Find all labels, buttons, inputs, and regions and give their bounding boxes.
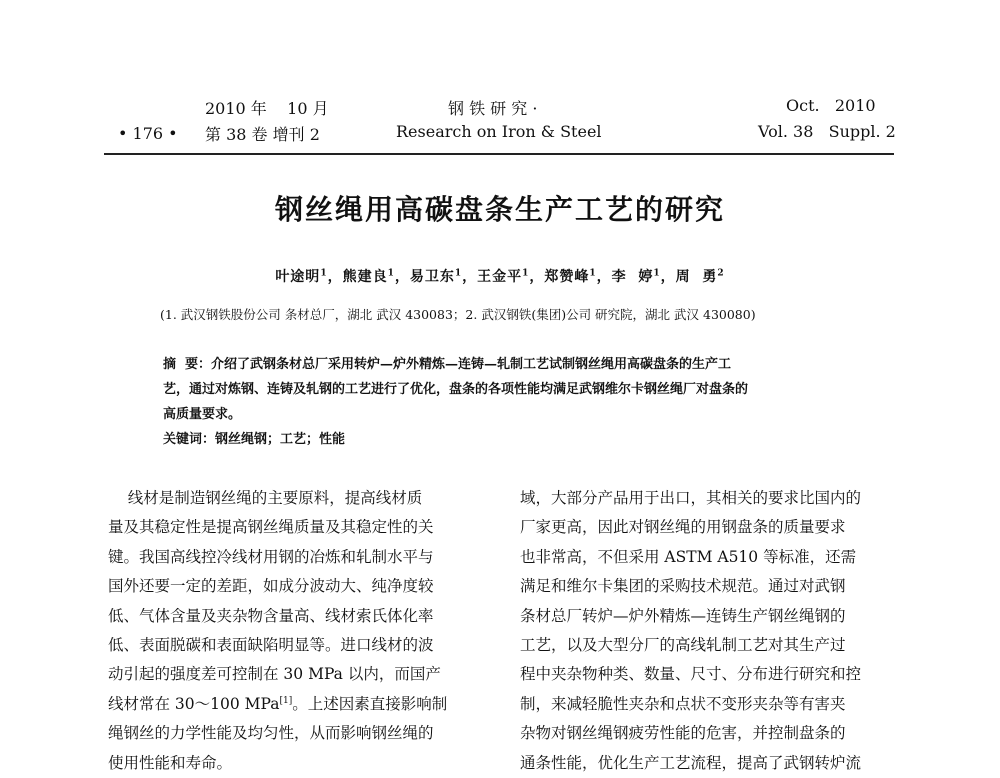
citation-ref[interactable]: [1] (279, 695, 293, 706)
author-list: 叶途明$^1$，熊建良$^1$，易卫东$^1$，王金平$^1$，郑赞峰$^1$，李 婷$^1$，周 勇$^2$ (275, 268, 725, 285)
issue-date-en: Oct. 2010 (786, 96, 876, 115)
journal-title-en: Research on Iron & Steel (396, 122, 602, 141)
author: 王金平$^1$ (477, 268, 530, 285)
author: 郑赞峰$^1$ (544, 268, 597, 285)
body-column-right (520, 484, 900, 778)
affiliations: (1. 武汉钢铁股份公司 条材总厂，湖北 武汉 430083；2. 武汉钢铁(集团)公司 研究院，湖北 武汉 430080) (160, 307, 756, 322)
body-line: 制，来减轻脆性夹杂和点状不变形夹杂等有害夹 (520, 694, 846, 713)
header-rule (104, 153, 894, 155)
body-line: 厂家更高，因此对钢丝绳的用钢盘条的质量要求 (520, 518, 846, 537)
author: 周 勇$^2$ (675, 268, 725, 285)
body-line: 键。我国高线控冷线材用钢的冶炼和轧制水平与 (108, 547, 434, 566)
body-line: 域，大部分产品用于出口，其相关的要求比国内的 (520, 489, 862, 507)
abstract (163, 352, 853, 452)
body-line: 线材是制造钢丝绳的主要原料，提高线材质 (108, 489, 423, 507)
body-line: 满足和维尔卡集团的采购技术规范。通过对武钢 (520, 577, 846, 596)
article-title: 钢丝绳用高碳盘条生产工艺的研究 (274, 193, 725, 226)
body-line: 线材常在 30～100 MPa[1]。上述因素直接影响制 (108, 694, 448, 713)
body-line: 动引起的强度差可控制在 30 MPa 以内，而国产 (108, 665, 441, 684)
abstract-line: 摘 要：介绍了武钢条材总厂采用转炉—炉外精炼—连铸—轧制工艺试制钢丝绳用高碳盘条的生产工 (163, 357, 732, 372)
body-line: 通条性能，优化生产工艺流程，提高了武钢转炉流 (520, 753, 862, 772)
body-line: 低、气体含量及夹杂物含量高、线材索氏体化率 (108, 606, 434, 625)
body-line: 低、表面脱碳和表面缺陷明显等。进口线材的波 (108, 636, 434, 655)
body-line: 也非常高，不但采用 ASTM A510 等标准，还需 (520, 547, 857, 566)
author: 易卫东$^1$ (409, 268, 463, 285)
journal-title-cn: 钢 铁 研 究 · (448, 99, 538, 118)
volume-en: Vol. 38 Suppl. 2 (758, 122, 896, 141)
author: 熊建良$^1$ (342, 268, 395, 285)
author: 叶途明$^1$ (275, 268, 328, 285)
body-line: 绳钢丝的力学性能及均匀性，从而影响钢丝绳的 (108, 724, 434, 743)
body-line: 量及其稳定性是提高钢丝绳质量及其稳定性的关 (108, 518, 434, 537)
author: 李 婷$^1$ (611, 268, 661, 285)
keywords: 关键词：钢丝绳钢；工艺；性能 (163, 432, 346, 447)
page-number: • 176 • (118, 124, 178, 143)
body-line: 条材总厂转炉—炉外精炼—连铸生产钢丝绳钢的 (520, 606, 846, 625)
volume-cn: 第 38 卷 增刊 2 (205, 125, 320, 144)
abstract-line: 高质量要求。 (163, 407, 242, 422)
body-line: 国外还要一定的差距，如成分波动大、纯净度较 (108, 577, 434, 596)
body-column-left (108, 484, 488, 778)
abstract-line: 艺，通过对炼钢、连铸及轧钢的工艺进行了优化，盘条的各项性能均满足武钢维尔卡钢丝绳厂对盘条的 (163, 382, 749, 397)
issue-date-cn: 2010 年 10 月 (205, 99, 329, 118)
body-line: 程中夹杂物种类、数量、尺寸、分布进行研究和控 (520, 665, 862, 684)
body-line: 工艺，以及大型分厂的高线轧制工艺对其生产过 (520, 636, 846, 655)
body-line: 使用性能和寿命。 (108, 753, 233, 772)
body-line: 杂物对钢丝绳钢疲劳性能的危害，并控制盘条的 (520, 724, 846, 743)
